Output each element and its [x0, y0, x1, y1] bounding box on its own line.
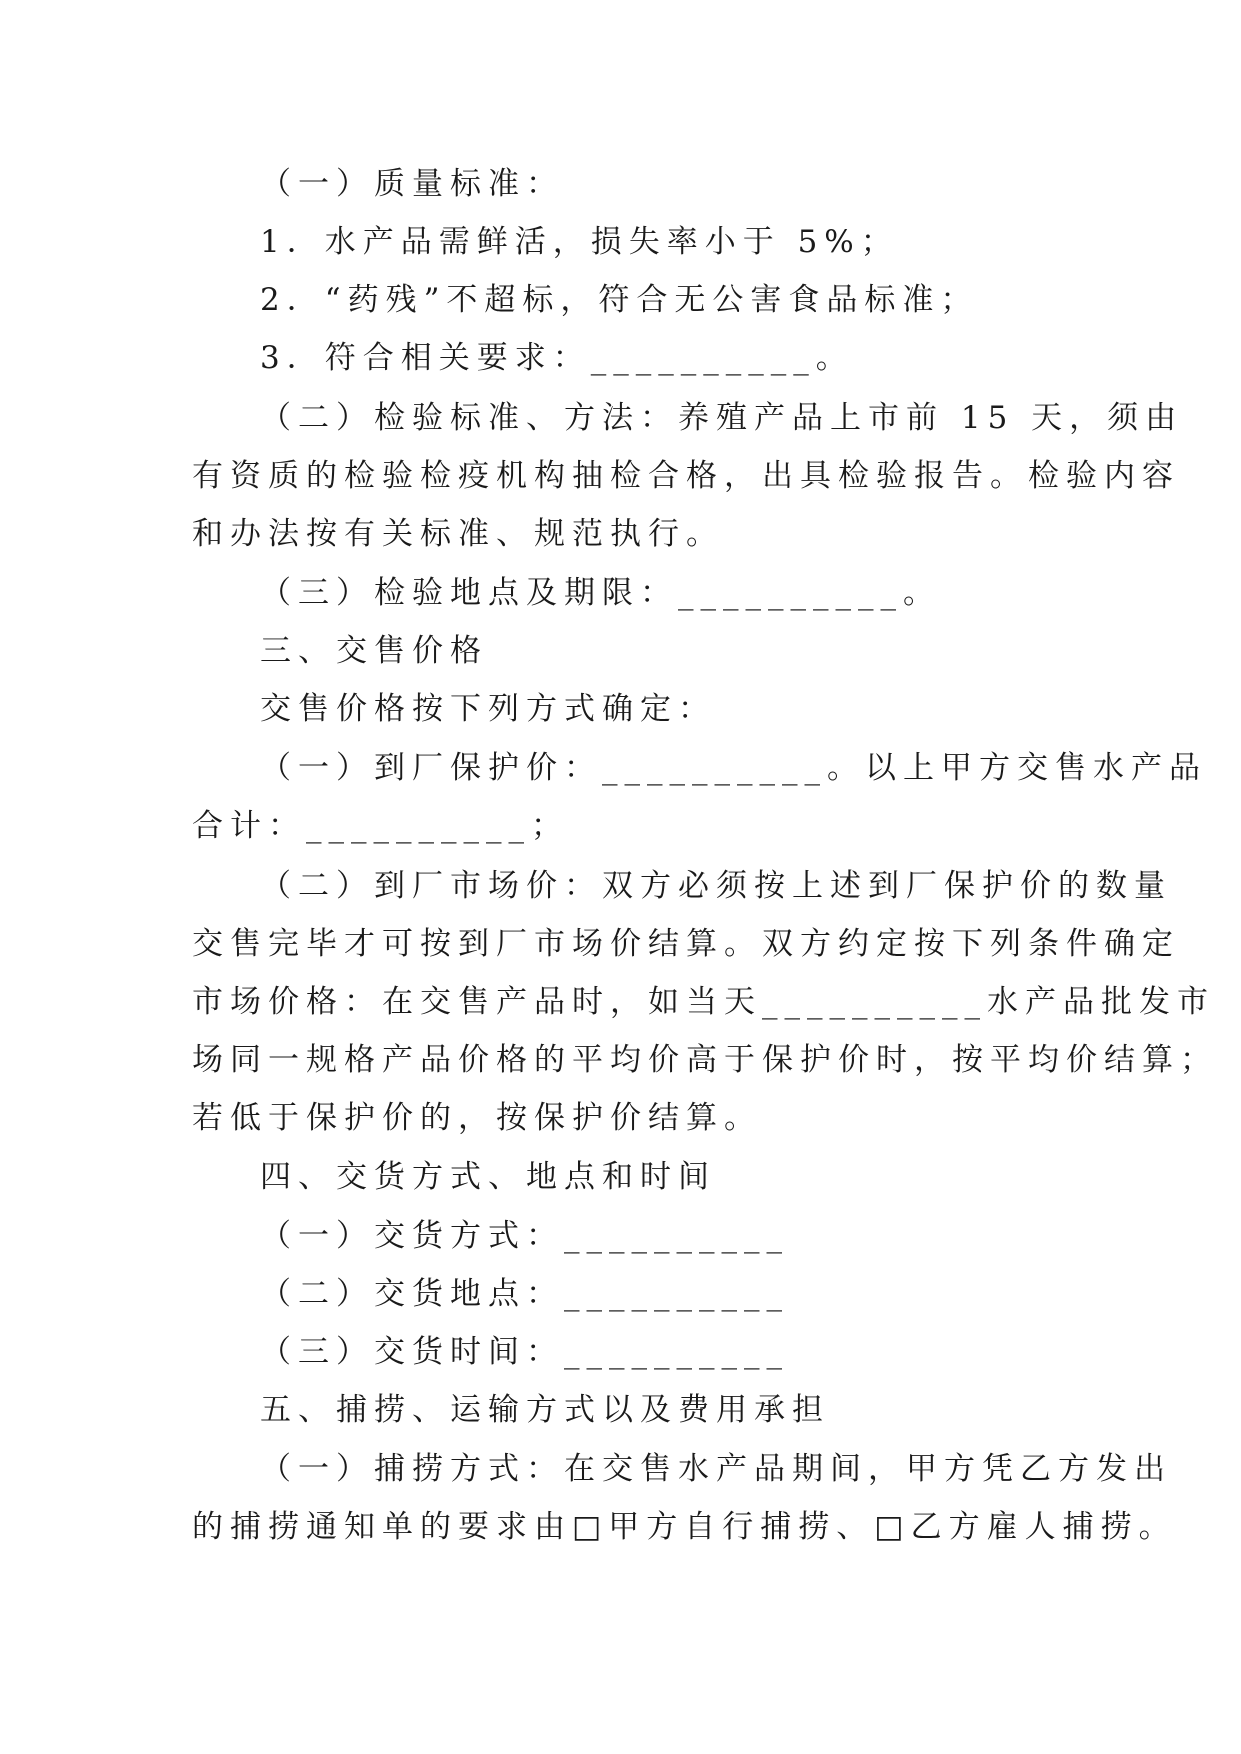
quality-item-3: 3．符合相关要求：__________。 [260, 340, 854, 376]
market-price-line-1: （二）到厂市场价：双方必须按上述到厂保护价的数量 [260, 868, 1172, 904]
market-price-line-5: 若低于保护价的，按保护价结算。 [192, 1100, 762, 1136]
fishing-method-line-1: （一）捕捞方式：在交售水产品期间，甲方凭乙方发出 [260, 1451, 1172, 1487]
inspection-standard-line-1: （二）检验标准、方法：养殖产品上市前 15 天，须由 [260, 400, 1184, 436]
inspection-standard-line-3: 和办法按有关标准、规范执行。 [192, 516, 724, 552]
price-method-intro: 交售价格按下列方式确定： [260, 691, 716, 727]
quality-item-2: 2．“药残”不超标，符合无公害食品标准； [260, 282, 979, 318]
protection-price-line-1: （一）到厂保护价：__________。以上甲方交售水产品 [260, 750, 1207, 786]
fishing-method-line-2: 的捕捞通知单的要求由□甲方自行捕捞、□乙方雇人捕捞。 [192, 1509, 1177, 1545]
market-price-line-4: 场同一规格产品价格的平均价高于保护价时，按平均价结算； [192, 1042, 1218, 1078]
delivery-time-line: （三）交货时间：__________ [260, 1334, 789, 1370]
quality-standard-heading: （一）质量标准： [260, 166, 564, 202]
inspection-standard-line-2: 有资质的检验检疫机构抽检合格，出具检验报告。检验内容 [192, 458, 1180, 494]
section-three-heading: 三、交售价格 [260, 633, 488, 669]
delivery-place-line: （二）交货地点：__________ [260, 1276, 789, 1312]
section-four-heading: 四、交货方式、地点和时间 [260, 1159, 716, 1195]
protection-price-line-2: 合计：__________； [192, 808, 569, 844]
market-price-line-3: 市场价格：在交售产品时，如当天__________水产品批发市 [192, 984, 1215, 1020]
inspection-place-line: （三）检验地点及期限：__________。 [260, 575, 941, 611]
market-price-line-2: 交售完毕才可按到厂市场价结算。双方约定按下列条件确定 [192, 926, 1180, 962]
section-five-heading: 五、捕捞、运输方式以及费用承担 [260, 1392, 830, 1428]
quality-item-1: 1．水产品需鲜活，损失率小于 5%； [260, 224, 899, 260]
delivery-method-line: （一）交货方式：__________ [260, 1218, 789, 1254]
